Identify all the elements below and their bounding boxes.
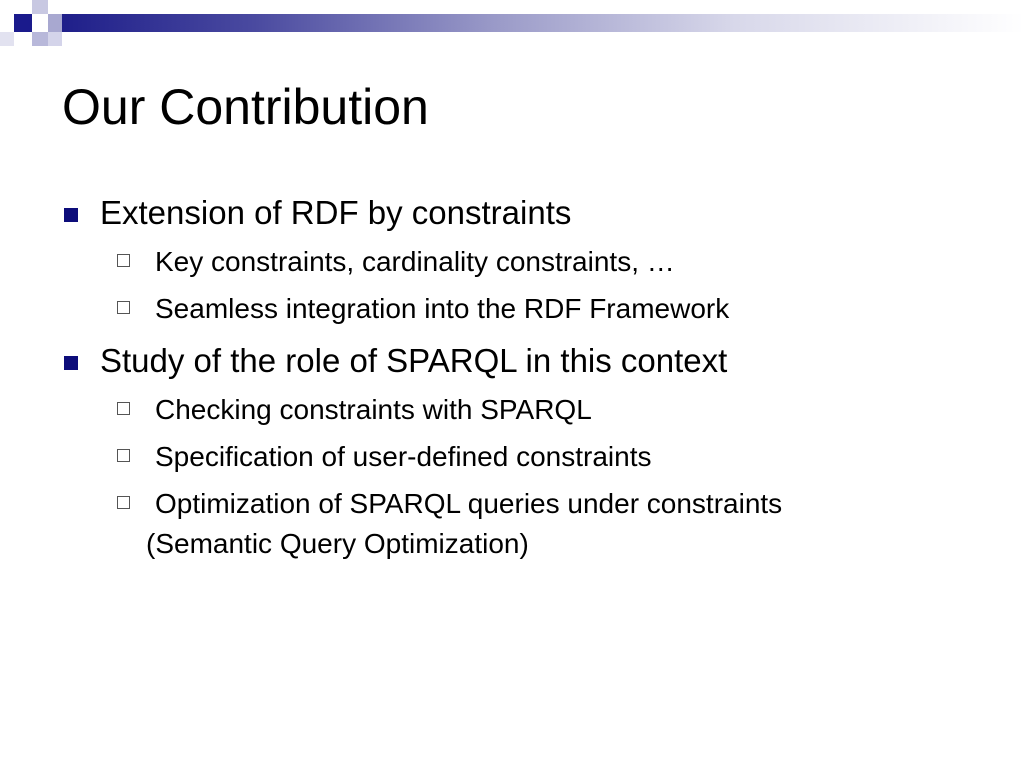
header-decoration-square (0, 32, 14, 46)
hollow-square-bullet-icon (117, 496, 130, 509)
slide-title: Our Contribution (62, 79, 429, 135)
header-gradient-bar (62, 14, 1024, 32)
sub-bullet-text: Key constraints, cardinality constraints, … (155, 246, 675, 277)
sub-bullet-text: Checking constraints with SPARQL (155, 394, 592, 425)
hollow-square-bullet-icon (117, 254, 130, 267)
header-decoration-square (48, 32, 62, 46)
sub-bullet-item (62, 390, 962, 430)
sub-bullet-item (62, 289, 962, 329)
sub-bullet-text: Specification of user-defined constraints (155, 441, 652, 472)
hollow-square-bullet-icon (117, 402, 130, 415)
sub-bullet-text-continuation: (Semantic Query Optimization) (146, 528, 529, 559)
sub-bullet-text: Optimization of SPARQL queries under constraints (155, 488, 783, 519)
hollow-square-bullet-icon (117, 301, 130, 314)
bullet-item (62, 336, 962, 386)
square-bullet-icon (64, 208, 78, 222)
bullet-text: Extension of RDF by constraints (100, 194, 572, 231)
sub-bullet-item (62, 242, 962, 282)
header-decoration-square (14, 14, 32, 32)
header-decoration-square (32, 32, 48, 46)
sub-bullet-item (62, 484, 962, 564)
slide-content (62, 188, 962, 571)
header-decoration-square (48, 14, 62, 32)
square-bullet-icon (64, 356, 78, 370)
hollow-square-bullet-icon (117, 449, 130, 462)
header-decoration-square (32, 0, 48, 14)
bullet-text: Study of the role of SPARQL in this context (100, 342, 728, 379)
bullet-item (62, 188, 962, 238)
sub-bullet-text: Seamless integration into the RDF Framework (155, 293, 730, 324)
sub-bullet-item (62, 437, 962, 477)
